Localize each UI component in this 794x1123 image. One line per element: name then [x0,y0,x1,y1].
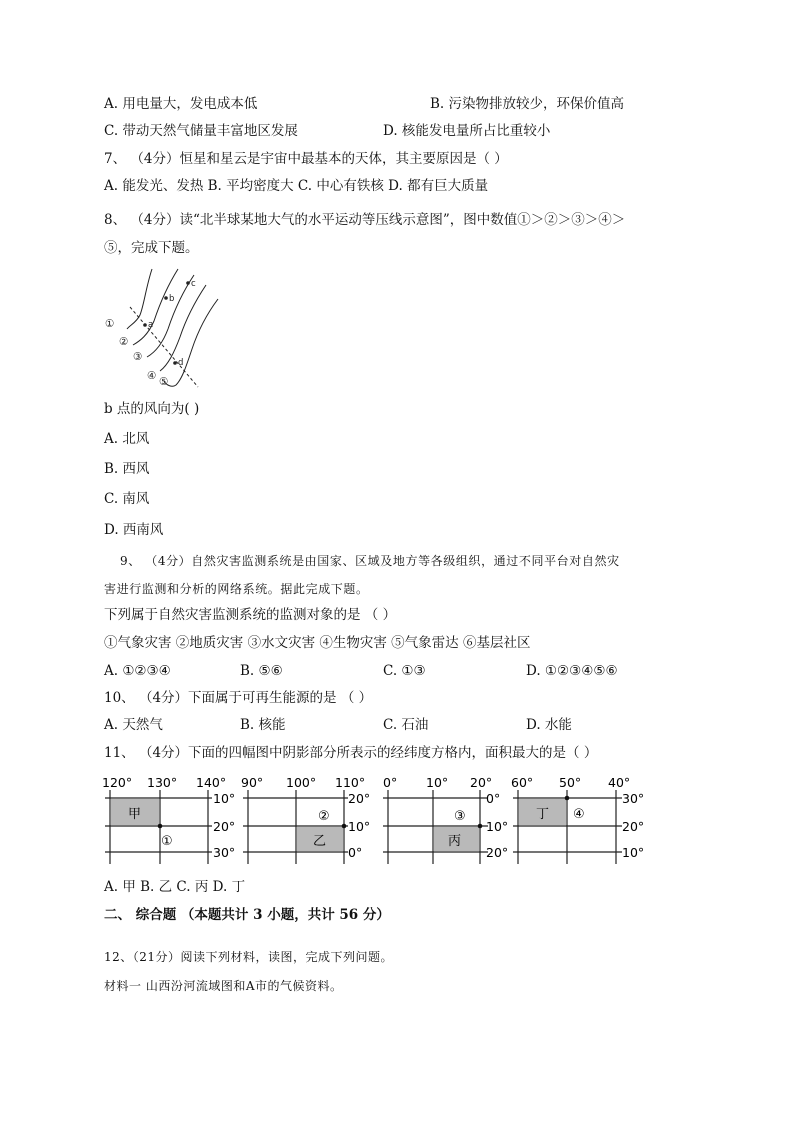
map2-side-label-2: 10° [348,819,371,834]
q10-option-c: C. 石油 [383,717,429,733]
marker-label-4: ④ [573,807,585,822]
q10-stem: 10、 （4分）下面属于可再生能源的是 （ ） [104,690,373,706]
q6-option-b: B. 污染物排放较少，环保价值高 [430,96,625,112]
grid-map-1 [100,770,242,870]
point-label-c: c [191,279,196,289]
isobar-label-5: ⑤ [159,376,169,388]
map4-side-label-3: 10° [622,845,645,860]
map2-top-label-1: 90° [241,775,264,790]
q12-material: 材料一 山西汾河流域图和A市的气候资料。 [104,979,343,993]
q9-items: ①气象灾害 ②地质灾害 ③水文灾害 ④生物灾害 ⑤气象雷达 ⑥基层社区 [104,635,531,651]
q7-stem: 7、 （4分）恒星和星云是宇宙中最基本的天体，其主要原因是（ ） [104,151,508,167]
q6-option-a: A. 用电量大，发电成本低 [104,96,258,112]
q8-option-a: A. 北风 [104,431,150,447]
q6-option-d: D. 核能发电量所占比重较小 [383,123,551,139]
q8-stem-line1: 8、 （4分）读“北半球某地大气的水平运动等压线示意图”，图中数值①＞②＞③＞④＞ [104,212,626,228]
q6-option-c: C. 带动天然气储量丰富地区发展 [104,123,298,139]
map1-top-label-2: 130° [147,775,178,790]
q9-option-c: C. ①③ [383,663,426,679]
point-a-dot [143,323,147,327]
q9-question: 下列属于自然灾害监测系统的监测对象的是 （ ） [104,607,397,623]
map4-top-label-3: 40° [608,775,631,790]
map2-side-label-3: 0° [348,845,363,860]
q9-option-b: B. ⑤⑥ [240,663,283,679]
grid-map-2 [240,770,380,870]
map4-side-label-1: 30° [622,791,645,806]
q11-options: A. 甲 B. 乙 C. 丙 D. 丁 [104,879,246,895]
map1-side-label-3: 30° [213,845,236,860]
grid-map-4 [510,770,652,870]
point-label-a: a [148,320,154,330]
map4-top-label-1: 60° [511,775,534,790]
q8-option-b: B. 西风 [104,461,150,477]
shade-label-bing: 丙 [448,834,462,849]
marker-dot-2 [342,824,347,829]
q8-question: b 点的风向为( ) [104,401,200,417]
marker-label-2: ② [318,809,330,824]
q10-option-d: D. 水能 [526,717,572,733]
map2-side-label-1: 20° [348,791,371,806]
marker-label-1: ① [161,834,173,849]
q9-stem-line2: 害进行监测和分析的网络系统。据此完成下题。 [104,582,369,596]
q9-option-d: D. ①②③④⑤⑥ [526,663,618,679]
marker-label-3: ③ [454,809,466,824]
grid-map-3 [380,770,515,870]
shade-label-jia: 甲 [128,807,142,822]
map1-side-label-1: 10° [213,791,236,806]
map3-side-label-3: 20° [486,845,509,860]
map3-top-label-3: 20° [470,775,493,790]
q11-stem: 11、 （4分）下面的四幅图中阴影部分所表示的经纬度方格内，面积最大的是（ ） [104,745,598,761]
shade-label-yi: 乙 [313,834,327,849]
shade-label-ding: 丁 [536,807,550,822]
isobar-label-3: ③ [133,351,143,363]
marker-dot-1 [158,824,163,829]
q7-options: A. 能发光、发热 B. 平均密度大 C. 中心有铁核 D. 都有巨大质量 [104,178,489,194]
isobar-diagram [100,265,220,393]
point-c-dot [186,281,190,285]
point-d-dot [173,361,177,365]
marker-dot-3 [478,824,483,829]
point-label-d: d [178,358,184,368]
map3-top-label-1: 0° [383,775,398,790]
dashed-line [130,307,198,387]
map3-side-label-1: 0° [486,791,501,806]
q10-option-a: A. 天然气 [104,717,163,733]
q9-stem-line1: 9、 （4分）自然灾害监测系统是由国家、区域及地方等各级组织，通过不同平台对自然灾 [120,554,620,568]
point-label-b: b [169,294,175,304]
map4-top-label-2: 50° [559,775,582,790]
isobar-line-3 [147,275,194,357]
map1-top-label-3: 140° [196,775,227,790]
isobar-label-4: ④ [147,370,157,382]
marker-dot-4 [565,796,570,801]
q10-option-b: B. 核能 [240,717,286,733]
q12-stem: 12、（21分）阅读下列材料，读图，完成下列问题。 [104,950,394,964]
map4-side-label-2: 20° [622,819,645,834]
isobar-label-2: ② [119,336,129,348]
isobar-line-2 [133,269,178,345]
point-b-dot [164,296,168,300]
map1-side-label-2: 20° [213,819,236,834]
section2-title: 二、 综合题 （本题共计 3 小题，共计 56 分） [104,907,390,923]
map2-top-label-2: 100° [286,775,317,790]
q8-option-c: C. 南风 [104,491,150,507]
isobar-line-5 [164,299,218,386]
q8-option-d: D. 西南风 [104,522,164,538]
map3-top-label-2: 10° [426,775,449,790]
q9-option-a: A. ①②③④ [104,663,171,679]
map3-side-label-2: 10° [486,819,509,834]
isobar-label-1: ① [105,318,115,330]
map1-top-label-1: 120° [102,775,133,790]
q8-stem-line2: ⑤，完成下题。 [104,240,199,256]
map2-top-label-3: 110° [335,775,366,790]
